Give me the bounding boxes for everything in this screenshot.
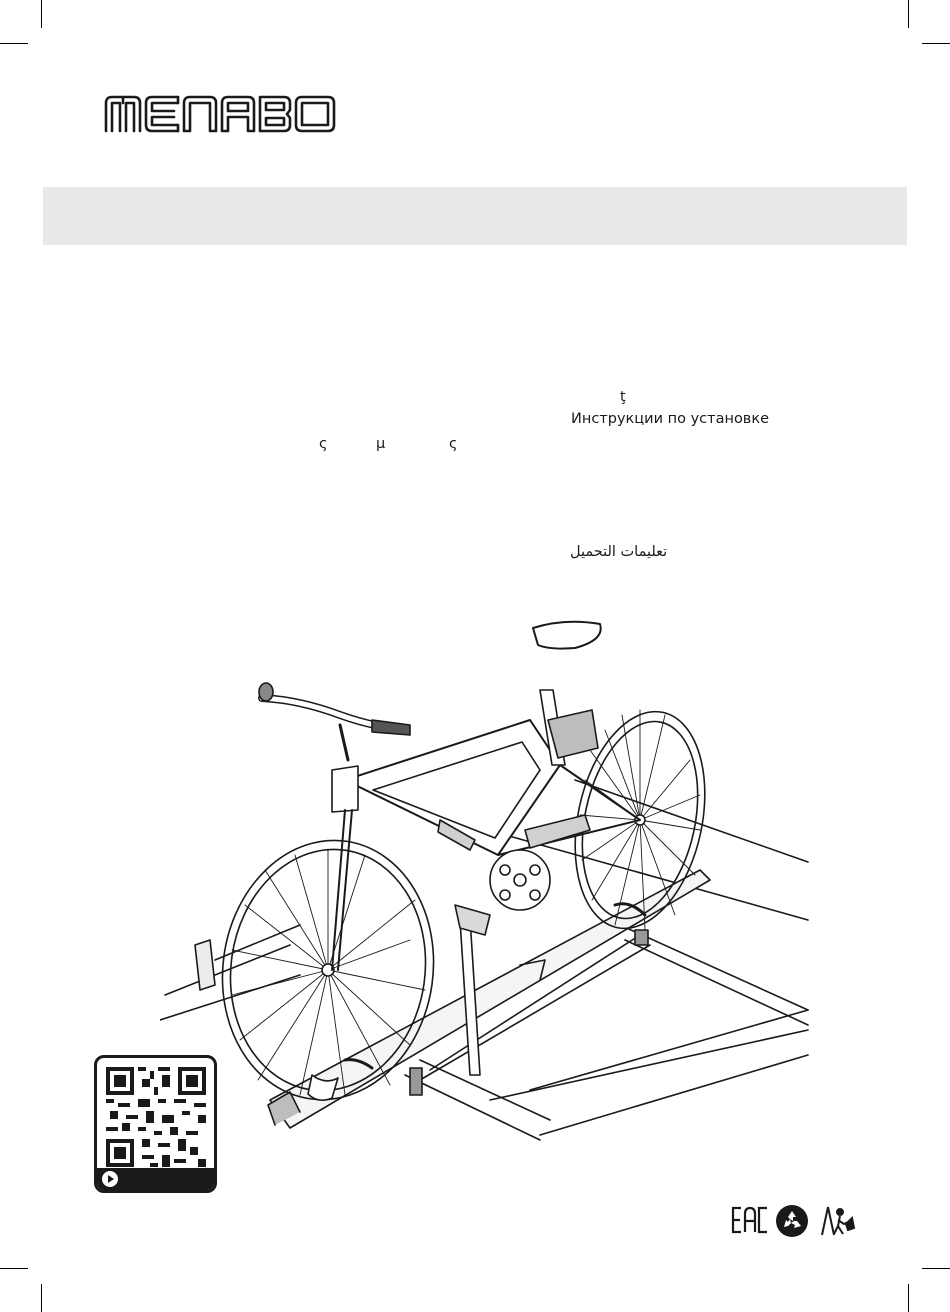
greek-text-3: ς: [449, 436, 458, 452]
qr-code-icon: [106, 1067, 206, 1167]
crop-mark: [0, 43, 28, 44]
romanian-text: ţ: [620, 389, 626, 405]
greek-text-2: μ: [376, 436, 386, 452]
qr-footer-bar: [97, 1168, 214, 1190]
bike-carrier-svg: [160, 612, 815, 1147]
recycle-icon: [775, 1204, 809, 1238]
crop-mark: [41, 0, 42, 28]
crop-mark: [0, 1268, 28, 1269]
greek-text-1: ς: [319, 436, 328, 452]
arabic-title: تعليمات التحميل: [570, 544, 668, 560]
brand-logo-svg: [104, 95, 336, 133]
crop-mark: [922, 43, 950, 44]
brand-logo: [104, 95, 336, 133]
russian-title: Инструкции по установке: [571, 411, 770, 427]
crop-mark: [908, 0, 909, 28]
title-band: [43, 187, 907, 245]
tidyman-icon: [818, 1204, 856, 1238]
eac-mark-icon: [731, 1206, 769, 1234]
crop-mark: [41, 1284, 42, 1312]
qr-code-card[interactable]: [94, 1055, 217, 1193]
play-icon[interactable]: [102, 1171, 118, 1187]
crop-mark: [908, 1284, 909, 1312]
bike-carrier-illustration: [160, 612, 815, 1147]
crop-mark: [922, 1268, 950, 1269]
